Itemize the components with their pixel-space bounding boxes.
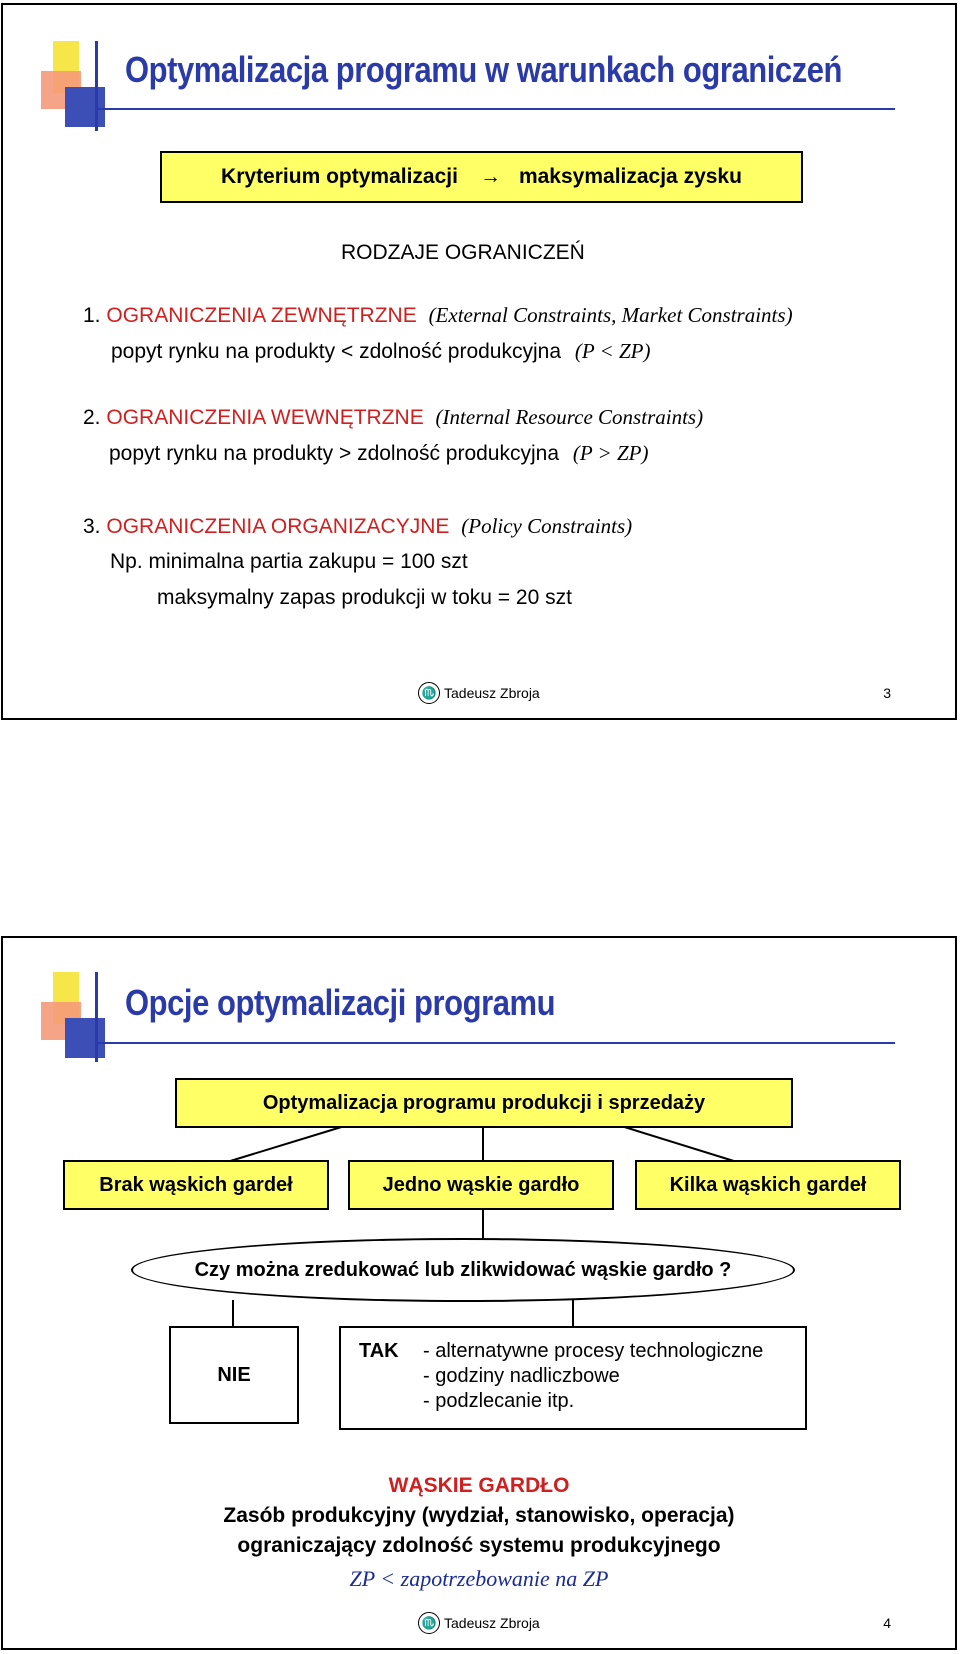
option-many-bottlenecks: Kilka wąskich gardeł (635, 1160, 901, 1210)
constraint-item-3: 3. OGRANICZENIA ORGANIZACYJNE (Policy Constraints) (83, 514, 633, 538)
example-line-2: maksymalny zapas produkcji w toku = 20 szt (157, 586, 572, 609)
author-logo-icon: ♏ (418, 682, 440, 704)
criterion-left: Kryterium optymalizacji (221, 165, 458, 188)
slide-title: Opcje optymalizacji programu (125, 982, 556, 1023)
definition-title: WĄSKIE GARDŁO (388, 1474, 570, 1497)
author-logo-icon: ♏ (418, 1612, 440, 1634)
definition-formula: ZP < zapotrzebowanie na ZP (349, 1566, 609, 1591)
page-number: 3 (883, 685, 891, 701)
slide-title: Optymalizacja programu w warunkach ograniczeń (125, 49, 843, 90)
example-line-1: Np. minimalna partia zakupu = 100 szt (110, 550, 468, 573)
footer-author: Tadeusz Zbroja (444, 685, 540, 701)
yes-item-1: - alternatywne procesy technologiczne (423, 1340, 764, 1362)
optimization-box: Optymalizacja programu produkcji i sprzedaży (175, 1078, 793, 1128)
constraint-item-2: 2. OGRANICZENIA WEWNĘTRZNE (Internal Resource Constraints) (83, 405, 704, 429)
yes-item-2: - godziny nadliczbowe (423, 1365, 620, 1387)
criterion-right: maksymalizacja zysku (518, 165, 742, 188)
answer-yes-label: TAK (359, 1340, 399, 1362)
answer-no-box: NIE (169, 1326, 299, 1424)
constraints-heading: RODZAJE OGRANICZEŃ (341, 241, 585, 264)
page-number: 4 (883, 1615, 891, 1631)
criterion-box (160, 151, 803, 203)
slide-footer (3, 1612, 955, 1638)
constraint-item-1-desc: popyt rynku na produkty < zdolność produkcyjna (P < ZP) (111, 339, 651, 363)
arrow-icon: → (479, 165, 501, 188)
slide-decoration (41, 41, 111, 131)
yes-item-3: - podzlecanie itp. (423, 1390, 575, 1412)
constraint-item-2-desc: popyt rynku na produkty > zdolność produkcyjna (P > ZP) (109, 441, 649, 465)
definition-line-2: ograniczający zdolność systemu produkcyjnego (237, 1534, 721, 1557)
option-no-bottleneck: Brak wąskich gardeł (63, 1160, 329, 1210)
question-ellipse: Czy można zredukować lub zlikwidować wąskie gardło ? (131, 1238, 795, 1302)
slide-footer (3, 682, 955, 708)
option-one-bottleneck: Jedno wąskie gardło (348, 1160, 614, 1210)
title-rule (97, 108, 895, 110)
constraint-item-1: 1. OGRANICZENIA ZEWNĘTRZNE (External Constraints, Market Constraints) (83, 303, 793, 327)
answer-yes-box (339, 1326, 807, 1430)
footer-author: Tadeusz Zbroja (444, 1615, 540, 1631)
slide-3 (1, 3, 957, 720)
definition-line-1: Zasób produkcyjny (wydział, stanowisko, operacja) (223, 1504, 735, 1527)
slide-4 (1, 936, 957, 1650)
